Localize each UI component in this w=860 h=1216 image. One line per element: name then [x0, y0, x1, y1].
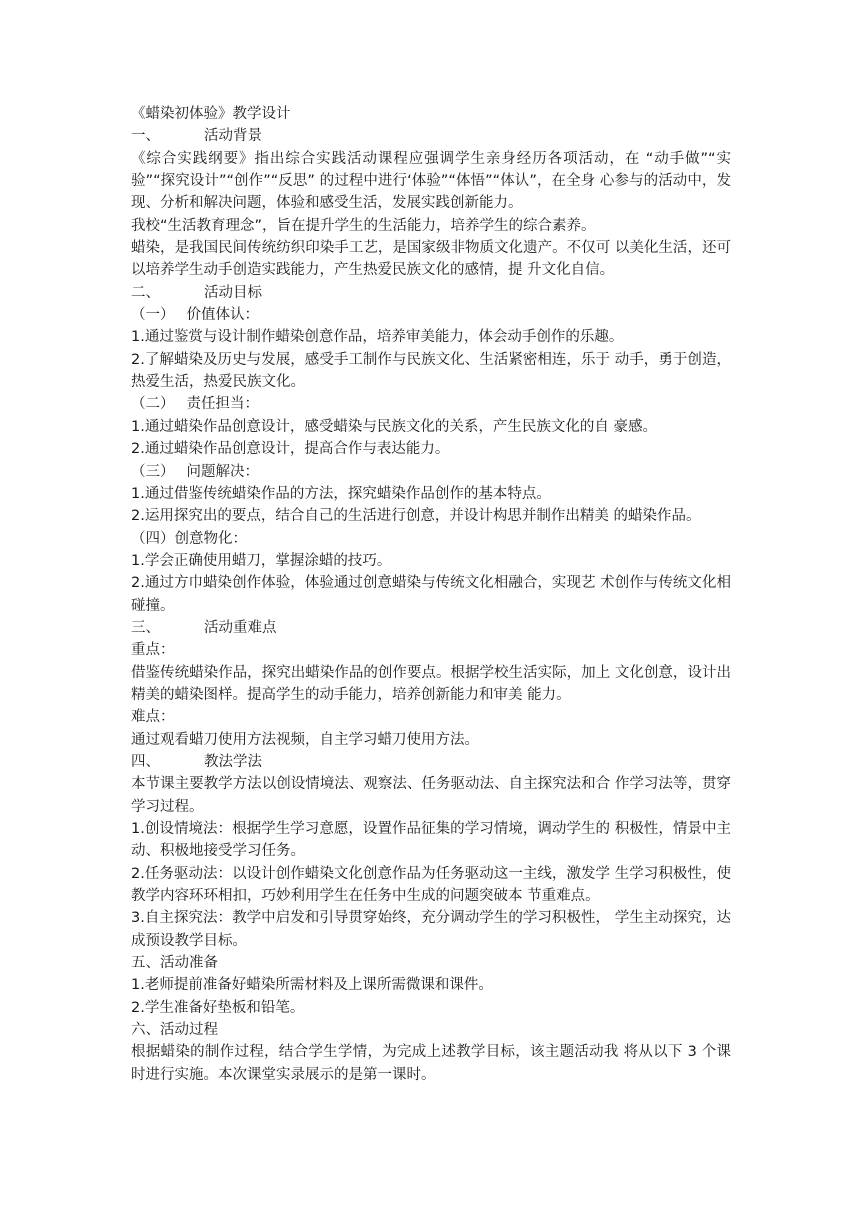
list-item: 1.创设情境法：根据学生学习意愿，设置作品征集的学习情境，调动学生的 积极性，情景中主动、积极地接受学习任务。 [131, 821, 731, 860]
subsection-heading [131, 393, 731, 415]
paragraph: 《综合实践纲要》指出综合实践活动课程应强调学生亲身经历各项活动，在 “动手做”“实验”“探究设计”“创作”“反思” 的过程中进行‘体验”“体悟”“体认”，在全身 心参与的活动中，发现、分析和解决问题，体验和感受生活，发展实践创新能力。 [131, 150, 731, 212]
section-number: 二、 [131, 284, 160, 301]
paragraph: 我校“生活教育理念”，旨在提升学生的生活能力，培养学生的综合素养。 [131, 217, 596, 234]
difficulty-label: 难点： [131, 709, 175, 726]
subsection-number: （一） [131, 307, 175, 324]
section-title: 教法学法 [204, 753, 262, 770]
section-title: 活动目标 [204, 284, 262, 301]
subsection-title: 价值体认： [186, 307, 259, 324]
subsection-title: 问题解决： [186, 463, 259, 480]
subsection-title: 责任担当： [186, 396, 259, 413]
list-item: 1.通过鉴赏与设计制作蜡染创意作品，培养审美能力，体会动手创作的乐趣。 [131, 329, 624, 346]
section-1-heading [131, 125, 731, 147]
list-item: 2.运用探究出的要点，结合自己的生活进行创意，并设计构思并制作出精美 的蜡染作品。 [131, 508, 701, 525]
list-item: 3.自主探究法：教学中启发和引导贯穿始终，充分调动学生的学习积极性， 学生主动探究，达成预设教学目标。 [131, 910, 731, 949]
paragraph: 通过观看蜡刀使用方法视频，自主学习蜡刀使用方法。 [131, 731, 479, 748]
section-number: 四、 [131, 753, 160, 770]
list-item: 2.学生准备好垫板和铅笔。 [131, 999, 305, 1016]
list-item: 1.通过蜡染作品创意设计，感受蜡染与民族文化的关系，产生民族文化的自 豪感。 [131, 418, 657, 435]
paragraph: 借鉴传统蜡染作品，探究出蜡染作品的创作要点。根据学校生活实际，加上 文化创意，设计出精美的蜡染图样。提高学生的动手能力，培养创新能力和审美 能力。 [131, 664, 731, 703]
section-number: 三、 [131, 619, 160, 636]
paragraph: 蜡染，是我国民间传统纺织印染手工艺，是国家级非物质文化遗产。不仅可 以美化生活，还可以培养学生动手创造实践能力，产生热爱民族文化的感情，提 升文化自信。 [131, 240, 731, 279]
section-title: 活动重难点 [204, 619, 277, 636]
subsection-heading [131, 461, 731, 483]
list-item: 2.任务驱动法：以设计创作蜡染文化创意作品为任务驱动这一主线，激发学 生学习积极性，使教学内容环环相扣，巧妙利用学生在任务中生成的问题突破本 节重难点。 [131, 865, 731, 905]
paragraph: 本节课主要教学方法以创设情境法、观察法、任务驱动法、自主探究法和合 作学习法等，贯穿学习过程。 [131, 776, 731, 815]
list-item: 2.通过方巾蜡染创作体验，体验通过创意蜡染与传统文化相融合，实现艺 术创作与传统文化相碰撞。 [131, 575, 731, 614]
section-number: 一、 [131, 128, 160, 145]
section-4-heading [131, 751, 731, 773]
list-item: 2.了解蜡染及历史与发展，感受手工制作与民族文化、生活紧密相连，乐于 动手，勇于创造，热爱生活，热爱民族文化。 [131, 351, 731, 391]
key-point-label: 重点： [131, 642, 175, 659]
subsection-heading [131, 304, 731, 326]
paragraph: 根据蜡染的制作过程，结合学生学情，为完成上述教学目标，该主题活动我 将从以下 3 个课时进行实施。本次课堂实录展示的是第一课时。 [131, 1044, 731, 1083]
list-item: 1.学会正确使用蜡刀，掌握涂蜡的技巧。 [131, 552, 392, 569]
doc-title: 《蜡染初体验》教学设计 [131, 106, 291, 122]
list-item: 1.老师提前准备好蜡染所需材料及上课所需微课和课件。 [131, 977, 493, 994]
section-6-heading: 六、活动过程 [131, 1022, 218, 1039]
section-5-heading: 五、活动准备 [131, 955, 218, 972]
document-page [131, 103, 731, 1086]
section-2-heading [131, 282, 731, 304]
subsection-number: （二） [131, 396, 175, 413]
section-title: 活动背景 [204, 128, 262, 145]
list-item: 1.通过借鉴传统蜡染作品的方法，探究蜡染作品创作的基本特点。 [131, 485, 551, 502]
subsection-number: （三） [131, 463, 175, 480]
section-3-heading [131, 617, 731, 639]
subsection-heading: （四）创意物化： [131, 530, 247, 547]
list-item: 2.通过蜡染作品创意设计，提高合作与表达能力。 [131, 441, 450, 458]
